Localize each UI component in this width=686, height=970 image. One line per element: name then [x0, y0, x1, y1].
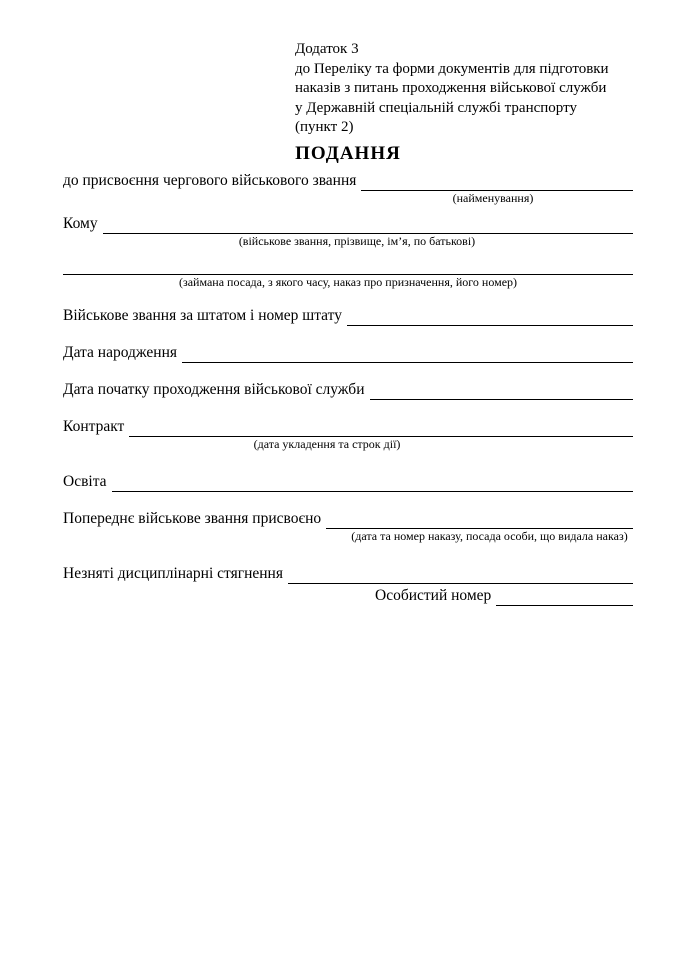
field-education-label: Освіта: [63, 472, 107, 490]
field-to-whom-caption: (військове звання, прізвище, ім’я, по батькові): [238, 233, 476, 248]
staff-rank-blank-line: [347, 306, 633, 326]
contract-blank-line: [129, 417, 633, 437]
position-blank-line: [63, 255, 633, 275]
field-disciplinary-label: Незняті дисциплінарні стягнення: [63, 564, 283, 582]
field-rank-assignment-caption: (найменування): [452, 190, 534, 205]
field-service-start: [63, 380, 633, 400]
field-staff-rank: [63, 306, 633, 326]
field-previous-rank-label: Попереднє військове звання присвоєно: [63, 509, 322, 527]
field-rank-assignment-label: до присвоєння чергового військового звання: [63, 171, 357, 189]
field-birth-date: [63, 343, 633, 363]
education-blank-line: [112, 472, 633, 492]
disciplinary-blank-line: [288, 564, 633, 584]
field-previous-rank: [63, 509, 633, 529]
appendix-header-line: у Державній спеціальній службі транспорту: [295, 99, 577, 116]
appendix-header-line: Додаток 3: [295, 41, 359, 57]
field-to-whom-label: Кому: [63, 214, 98, 232]
field-birth-date-label: Дата народження: [63, 343, 177, 361]
field-contract: [63, 417, 633, 437]
field-contract-caption: (дата укладення та строк дії): [253, 436, 401, 451]
to-whom-blank-line: [103, 214, 633, 234]
appendix-header-line: (пункт 2): [295, 119, 354, 135]
field-rank-assignment: [63, 171, 633, 191]
appendix-header-line: до Переліку та форми документів для підготовки: [295, 60, 609, 77]
personal-number-blank-line: [496, 586, 633, 606]
field-staff-rank-label: Військове звання за штатом і номер штату: [63, 306, 342, 324]
field-to-whom: [63, 214, 633, 234]
field-position: [63, 255, 633, 275]
field-service-start-label: Дата початку проходження військової служби: [63, 380, 365, 398]
rank-assignment-blank-line: [361, 171, 633, 191]
field-disciplinary: [63, 564, 633, 584]
form-title: ПОДАННЯ: [295, 142, 401, 164]
field-contract-label: Контракт: [63, 417, 125, 435]
birth-date-blank-line: [182, 343, 633, 363]
previous-rank-blank-line: [326, 509, 633, 529]
appendix-header-line: наказів з питань проходження військової служби: [295, 80, 607, 96]
field-education: [63, 472, 633, 492]
service-start-blank-line: [370, 380, 634, 400]
field-personal-number-label: Особистий номер: [375, 586, 492, 604]
appendix-header: [295, 40, 633, 138]
field-personal-number: [375, 586, 633, 606]
field-previous-rank-caption: (дата та номер наказу, посада особи, що видала наказ): [351, 528, 628, 543]
field-position-caption: (займана посада, з якого часу, наказ про призначення, його номер): [178, 274, 518, 289]
